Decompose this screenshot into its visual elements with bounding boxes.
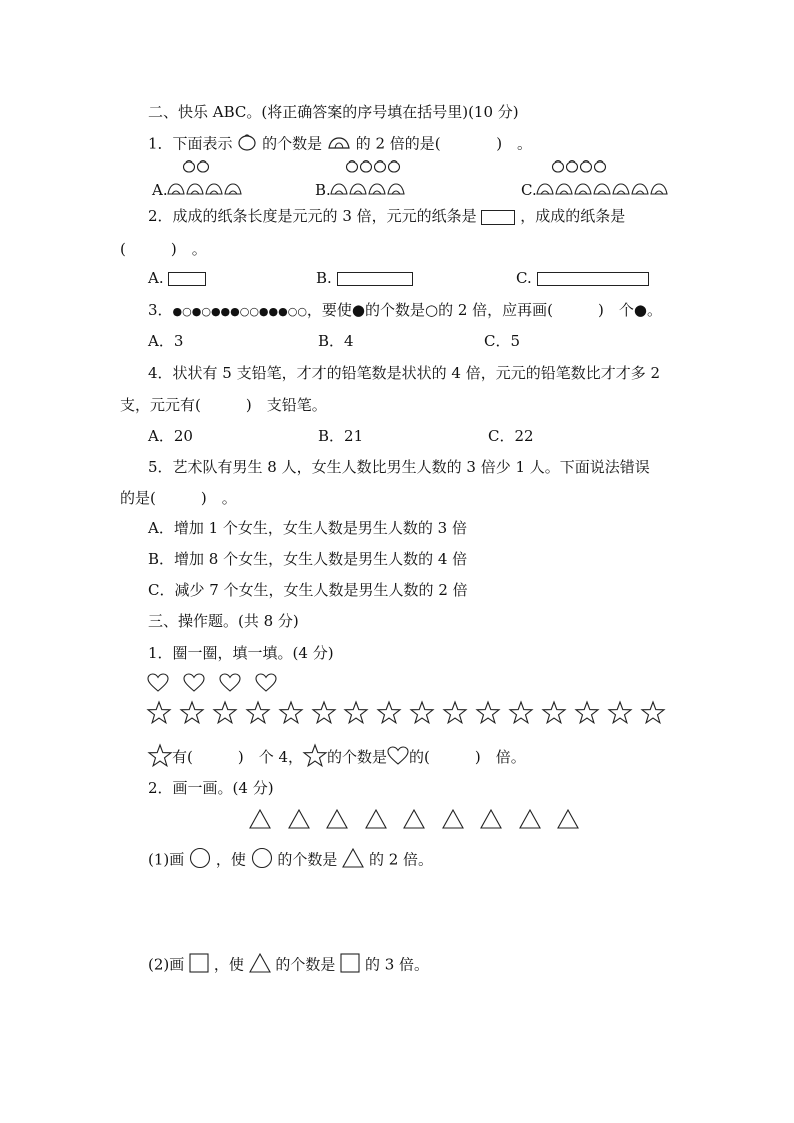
triangle-icon [480,809,502,833]
bun-icon [205,181,223,199]
star-icon [410,701,434,728]
q3-option-b[interactable]: B．4 [318,332,354,350]
s3-q1-title: 1．圈一圈，填一填。(4 分) [148,644,334,662]
star-icon [542,701,566,728]
q4-line1: 4．状状有 5 支铅笔，才才的铅笔数是状状的 4 倍，元元的铅笔数比才才多 2 [148,364,661,382]
paper-strip-c [537,272,649,286]
q5-option-b[interactable]: B．增加 8 个女生，女生人数是男生人数的 4 倍 [148,550,468,568]
triangle-icon [557,809,579,833]
apple-icon [196,159,210,177]
star-icon [246,701,270,728]
apple-icon [359,159,373,177]
apple-icon [551,159,565,177]
square-icon [340,953,360,978]
bun-icon [555,181,573,199]
star-icon [180,701,204,728]
section3-heading: 三、操作题。(共 8 分) [148,612,299,630]
q1-option-label[interactable]: C. [521,181,537,199]
q5-line1: 5．艺术队有男生 8 人，女生人数比男生人数的 3 倍少 1 人。下面说法错误 [148,458,650,476]
star-icon [147,701,171,728]
triangle-icon [288,809,310,833]
star-icon [344,701,368,728]
s3-q1-fill: 有( ) 个 4， 的个数是 的( ) 倍。 [148,744,526,772]
heart-icon [147,673,169,697]
bun-icon [224,181,242,199]
q4-line2: 支，元元有( ) 支铅笔。 [120,396,327,414]
bun-icon [349,181,367,199]
heart-icon [183,673,205,697]
paper-strip-a [168,272,206,286]
triangle-icon [249,809,271,833]
star-icon [443,701,467,728]
star-icon [303,744,327,772]
bun-icon [612,181,630,199]
q4-option-c[interactable]: C．22 [488,427,534,445]
star-icon [148,744,172,772]
square-icon [189,953,209,978]
q1-stem: 1．下面表示 的个数是 的 2 倍的是( ) 。 [148,133,532,156]
paper-strip-yuanyuan [481,210,515,225]
triangle-icon [249,953,271,978]
apple-icon [593,159,607,177]
bun-icon [387,181,405,199]
star-icon [476,701,500,728]
apple-icon [387,159,401,177]
bun-icon [368,181,386,199]
q5-option-a[interactable]: A．增加 1 个女生，女生人数是男生人数的 3 倍 [148,519,467,537]
bun-icon [574,181,592,199]
triangle-icon [442,809,464,833]
apple-icon [237,133,257,156]
triangle-icon [365,809,387,833]
bun-icon [167,181,185,199]
heart-icon [255,673,277,697]
apple-icon [373,159,387,177]
q2-line2: ( ) 。 [120,240,207,258]
star-icon [279,701,303,728]
section2-heading: 二、快乐 ABC。(将正确答案的序号填在括号里)(10 分) [148,103,519,121]
bun-icon [650,181,668,199]
heart-icon [219,673,241,697]
star-icon [213,701,237,728]
star-icon [509,701,533,728]
apple-icon [182,159,196,177]
heart-icon [387,746,409,771]
star-icon [608,701,632,728]
bun-icon [327,135,351,155]
star-icon [312,701,336,728]
bun-icon [536,181,554,199]
apple-icon [345,159,359,177]
s3-q2-sub2: (2)画 ，使 的个数是 的 3 倍。 [148,953,429,978]
s3-q2-title: 2．画一画。(4 分) [148,779,274,797]
q1-option-label[interactable]: A. [152,181,168,199]
bun-icon [631,181,649,199]
q2-option-b[interactable]: B. [316,268,413,288]
q4-option-a[interactable]: A．20 [148,427,193,445]
q2-option-c[interactable]: C. [516,268,649,288]
bun-icon [593,181,611,199]
triangle-icon [326,809,348,833]
q3-stem: 3．●○●○●●●○○●●●○○，要使●的个数是○的 2 倍，应再画( ) 个●。 [148,301,662,319]
q3-option-a[interactable]: A．3 [148,332,184,350]
q3-dots: ●○●○●●●○○●●●○○ [172,305,307,318]
star-icon [641,701,665,728]
q1-option-label[interactable]: B. [315,181,331,199]
triangle-icon [403,809,425,833]
bun-icon [186,181,204,199]
q2-line1: 2．成成的纸条长度是元元的 3 倍，元元的纸条是 ，成成的纸条是 [148,207,626,225]
star-icon [377,701,401,728]
circle-icon [189,847,211,874]
circle-icon [251,847,273,874]
q4-option-b[interactable]: B．21 [318,427,364,445]
triangle-icon [519,809,541,833]
s3-q2-sub1: (1)画 ，使 的个数是 的 2 倍。 [148,847,433,874]
q5-line2: 的是( ) 。 [120,489,237,507]
star-icon [575,701,599,728]
q2-option-a[interactable]: A. [148,268,206,288]
q3-option-c[interactable]: C．5 [484,332,521,350]
q5-option-c[interactable]: C．减少 7 个女生，女生人数是男生人数的 2 倍 [148,581,468,599]
bun-icon [330,181,348,199]
triangle-icon [342,848,364,873]
paper-strip-b [337,272,413,286]
apple-icon [579,159,593,177]
apple-icon [565,159,579,177]
